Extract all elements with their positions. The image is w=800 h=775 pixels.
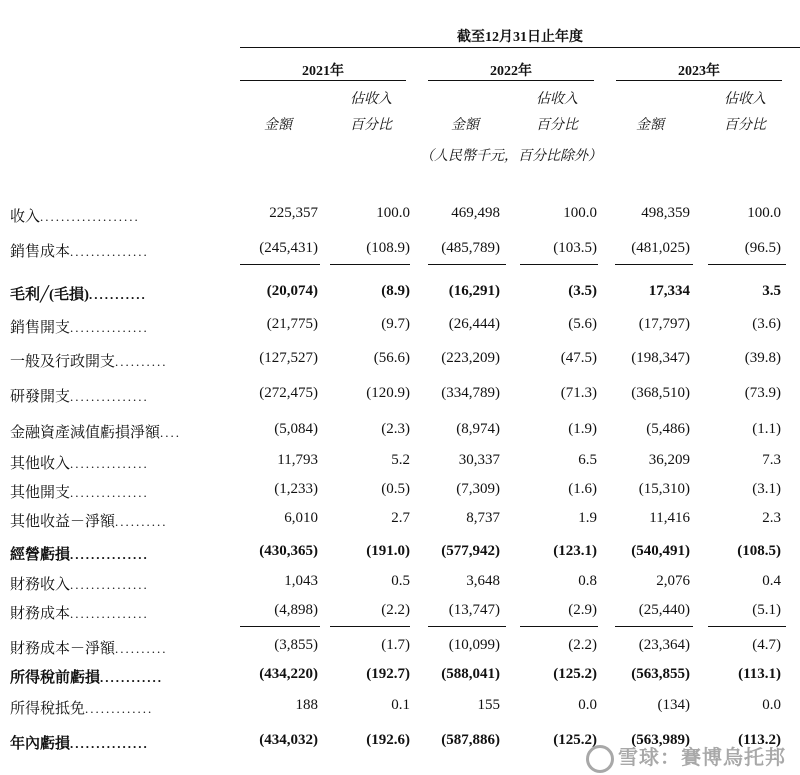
cell-value: (430,365) <box>259 543 318 559</box>
cell-value: (96.5) <box>744 240 781 256</box>
cell-value: (198,347) <box>631 350 690 366</box>
cell-value: (71.3) <box>560 385 597 401</box>
cell-value: 6,010 <box>284 510 318 526</box>
row-label <box>10 697 153 718</box>
year-rule-2021 <box>240 80 406 81</box>
cell-value: 3,648 <box>466 573 500 589</box>
cell-value: (13,747) <box>448 602 500 618</box>
cell-value: (2.3) <box>381 421 410 437</box>
row-label <box>10 205 140 226</box>
leader-dots: ............... <box>70 456 149 471</box>
cell-value: 2.7 <box>391 510 410 526</box>
row-label-text: 金融資產減值虧損淨額 <box>10 425 161 441</box>
cell-value: (1,233) <box>274 481 318 497</box>
cell-value: (191.0) <box>366 543 410 559</box>
cell-value: 11,793 <box>277 452 318 468</box>
cell-value: (134) <box>657 697 690 713</box>
row-label-text: 研發開支 <box>10 389 71 405</box>
cell-value: 100.0 <box>747 205 781 221</box>
leader-dots: ............... <box>70 577 149 592</box>
cell-value: (434,032) <box>259 732 318 748</box>
row-label-text: 其他開支 <box>10 485 71 501</box>
row-label-text: 銷售成本 <box>10 244 71 260</box>
subtotal-rule <box>428 264 506 265</box>
year-2023: 2023年 <box>678 64 720 79</box>
col-pct-2023 <box>710 87 780 139</box>
cell-value: 11,416 <box>649 510 690 526</box>
cell-value: 7.3 <box>762 452 781 468</box>
col-pct-line1: 佔收入 <box>350 92 392 107</box>
leader-dots: ............ <box>100 670 164 685</box>
row-label <box>10 732 149 753</box>
cell-value: (485,789) <box>441 240 500 256</box>
cell-value: 8,737 <box>466 510 500 526</box>
cell-value: 0.0 <box>762 697 781 713</box>
row-label <box>10 637 168 658</box>
subtotal-rule <box>428 626 506 627</box>
cell-value: 1,043 <box>284 573 318 589</box>
cell-value: (103.5) <box>553 240 597 256</box>
row-label-text: 收入 <box>10 209 41 225</box>
cell-value: (7,309) <box>456 481 500 497</box>
cell-value: (3.5) <box>568 283 597 299</box>
leader-dots: ................... <box>40 209 140 224</box>
row-label-text: 毛利╱(毛損) <box>10 287 90 303</box>
row-label <box>10 452 149 473</box>
cell-value: (47.5) <box>560 350 597 366</box>
cell-value: 1.9 <box>578 510 597 526</box>
watermark-text: 雪球：賽博烏托邦 <box>618 746 786 769</box>
cell-value: (8.9) <box>381 283 410 299</box>
col-pct-line2: 百分比 <box>724 118 766 133</box>
cell-value: (192.7) <box>366 666 410 682</box>
cell-value: 0.0 <box>578 697 597 713</box>
cell-value: (113.1) <box>738 666 781 682</box>
cell-value: 100.0 <box>563 205 597 221</box>
subtotal-rule <box>615 264 693 265</box>
row-label-text: 財務成本 <box>10 606 71 622</box>
cell-value: (223,209) <box>441 350 500 366</box>
row-label <box>10 421 181 442</box>
row-label <box>10 240 149 261</box>
cell-value: 5.2 <box>391 452 410 468</box>
cell-value: (73.9) <box>744 385 781 401</box>
row-label-text: 財務成本－淨額 <box>10 641 116 657</box>
cell-value: 188 <box>295 697 318 713</box>
subtotal-rule <box>330 626 410 627</box>
cell-value: (3.6) <box>752 316 781 332</box>
cell-value: (25,440) <box>638 602 690 618</box>
period-rule <box>240 47 800 48</box>
leader-dots: .... <box>160 425 182 440</box>
cell-value: (272,475) <box>259 385 318 401</box>
cell-value: (2.2) <box>568 637 597 653</box>
leader-dots: ............... <box>70 736 149 751</box>
cell-value: (5.6) <box>568 316 597 332</box>
year-rule-2023 <box>616 80 782 81</box>
cell-value: 0.1 <box>391 697 410 713</box>
row-label <box>10 573 149 594</box>
cell-value: (5.1) <box>752 602 781 618</box>
cell-value: 36,209 <box>648 452 690 468</box>
cell-value: (15,310) <box>638 481 690 497</box>
cell-value: (10,099) <box>448 637 500 653</box>
cell-value: 30,337 <box>458 452 500 468</box>
leader-dots: ............... <box>70 485 149 500</box>
cell-value: (2.9) <box>568 602 597 618</box>
cell-value: (245,431) <box>259 240 318 256</box>
cell-value: (368,510) <box>631 385 690 401</box>
leader-dots: .......... <box>115 641 168 656</box>
cell-value: (123.1) <box>553 543 597 559</box>
cell-value: 469,498 <box>451 205 500 221</box>
year-2022: 2022年 <box>490 64 532 79</box>
cell-value: (17,797) <box>638 316 690 332</box>
cell-value: (481,025) <box>631 240 690 256</box>
row-label-text: 經營虧損 <box>10 547 71 563</box>
row-label <box>10 316 149 337</box>
cell-value: (1.7) <box>381 637 410 653</box>
row-label-text: 其他收入 <box>10 456 71 472</box>
subtotal-rule <box>615 626 693 627</box>
row-label-text: 財務收入 <box>10 577 71 593</box>
leader-dots: ........... <box>89 287 147 302</box>
row-label <box>10 510 168 531</box>
cell-value: (4.7) <box>752 637 781 653</box>
cell-value: (563,855) <box>631 666 690 682</box>
col-pct-line2: 百分比 <box>536 118 578 133</box>
leader-dots: ............... <box>70 547 149 562</box>
cell-value: (192.6) <box>366 732 410 748</box>
cell-value: (21,775) <box>266 316 318 332</box>
cell-value: (334,789) <box>441 385 500 401</box>
cell-value: 498,359 <box>641 205 690 221</box>
cell-value: (9.7) <box>381 316 410 332</box>
leader-dots: .......... <box>115 514 168 529</box>
col-amount-2023: 金額 <box>636 118 664 133</box>
cell-value: (26,444) <box>448 316 500 332</box>
cell-value: (8,974) <box>456 421 500 437</box>
leader-dots: ............... <box>70 320 149 335</box>
cell-value: (1.9) <box>568 421 597 437</box>
cell-value: (4,898) <box>274 602 318 618</box>
col-pct-line1: 佔收入 <box>536 92 578 107</box>
cell-value: (125.2) <box>553 666 597 682</box>
col-pct-line1: 佔收入 <box>724 92 766 107</box>
cell-value: (108.5) <box>737 543 781 559</box>
cell-value: 0.4 <box>762 573 781 589</box>
cell-value: (3,855) <box>274 637 318 653</box>
cell-value: (588,041) <box>441 666 500 682</box>
cell-value: 2,076 <box>656 573 690 589</box>
row-label <box>10 385 149 406</box>
cell-value: (5,084) <box>274 421 318 437</box>
subtotal-rule <box>520 626 598 627</box>
subtotal-rule <box>708 626 786 627</box>
row-label <box>10 666 163 687</box>
row-label-text: 其他收益－淨額 <box>10 514 116 530</box>
cell-value: (1.1) <box>752 421 781 437</box>
cell-value: (127,527) <box>259 350 318 366</box>
leader-dots: ............. <box>85 701 154 716</box>
row-label-text: 所得稅前虧損 <box>10 670 101 686</box>
row-label-text: 銷售開支 <box>10 320 71 336</box>
unit-note: （人民幣千元，百分比除外） <box>420 149 602 164</box>
row-label <box>10 283 147 304</box>
cell-value: (113.2) <box>738 732 781 748</box>
cell-value: (108.9) <box>366 240 410 256</box>
cell-value: 0.5 <box>391 573 410 589</box>
cell-value: (5,486) <box>646 421 690 437</box>
leader-dots: ............... <box>70 606 149 621</box>
cell-value: (540,491) <box>631 543 690 559</box>
cell-value: (0.5) <box>381 481 410 497</box>
period-header: 截至12月31日止年度 <box>457 30 583 45</box>
year-2021: 2021年 <box>302 64 344 79</box>
subtotal-rule <box>520 264 598 265</box>
subtotal-rule <box>240 626 320 627</box>
subtotal-rule <box>708 264 786 265</box>
row-label-text: 所得稅抵免 <box>10 701 86 717</box>
col-amount-2021: 金額 <box>264 118 292 133</box>
subtotal-rule <box>240 264 320 265</box>
row-label <box>10 543 149 564</box>
cell-value: 225,357 <box>269 205 318 221</box>
subtotal-rule <box>330 264 410 265</box>
cell-value: (1.6) <box>568 481 597 497</box>
leader-dots: ............... <box>70 244 149 259</box>
cell-value: (39.8) <box>744 350 781 366</box>
cell-value: (56.6) <box>373 350 410 366</box>
row-label <box>10 350 168 371</box>
cell-value: (120.9) <box>366 385 410 401</box>
row-label-text: 一般及行政開支 <box>10 354 116 370</box>
cell-value: (3.1) <box>752 481 781 497</box>
leader-dots: .......... <box>115 354 168 369</box>
cell-value: 2.3 <box>762 510 781 526</box>
cell-value: (16,291) <box>448 283 500 299</box>
cell-value: (23,364) <box>638 637 690 653</box>
cell-value: (563,989) <box>631 732 690 748</box>
cell-value: 3.5 <box>762 283 781 299</box>
col-amount-2022: 金額 <box>451 118 479 133</box>
leader-dots: ............... <box>70 389 149 404</box>
cell-value: 0.8 <box>578 573 597 589</box>
row-label <box>10 602 149 623</box>
col-pct-2022 <box>522 87 592 139</box>
watermark <box>586 741 786 773</box>
cell-value: 6.5 <box>578 452 597 468</box>
cell-value: (2.2) <box>381 602 410 618</box>
cell-value: 17,334 <box>648 283 690 299</box>
cell-value: (587,886) <box>441 732 500 748</box>
cell-value: (20,074) <box>266 283 318 299</box>
cell-value: 155 <box>477 697 500 713</box>
snowball-logo-icon <box>586 745 614 773</box>
cell-value: (434,220) <box>259 666 318 682</box>
cell-value: (125.2) <box>553 732 597 748</box>
year-rule-2022 <box>428 80 594 81</box>
cell-value: 100.0 <box>376 205 410 221</box>
cell-value: (577,942) <box>441 543 500 559</box>
col-pct-2021 <box>336 87 406 139</box>
row-label-text: 年內虧損 <box>10 736 71 752</box>
row-label <box>10 481 149 502</box>
col-pct-line2: 百分比 <box>350 118 392 133</box>
